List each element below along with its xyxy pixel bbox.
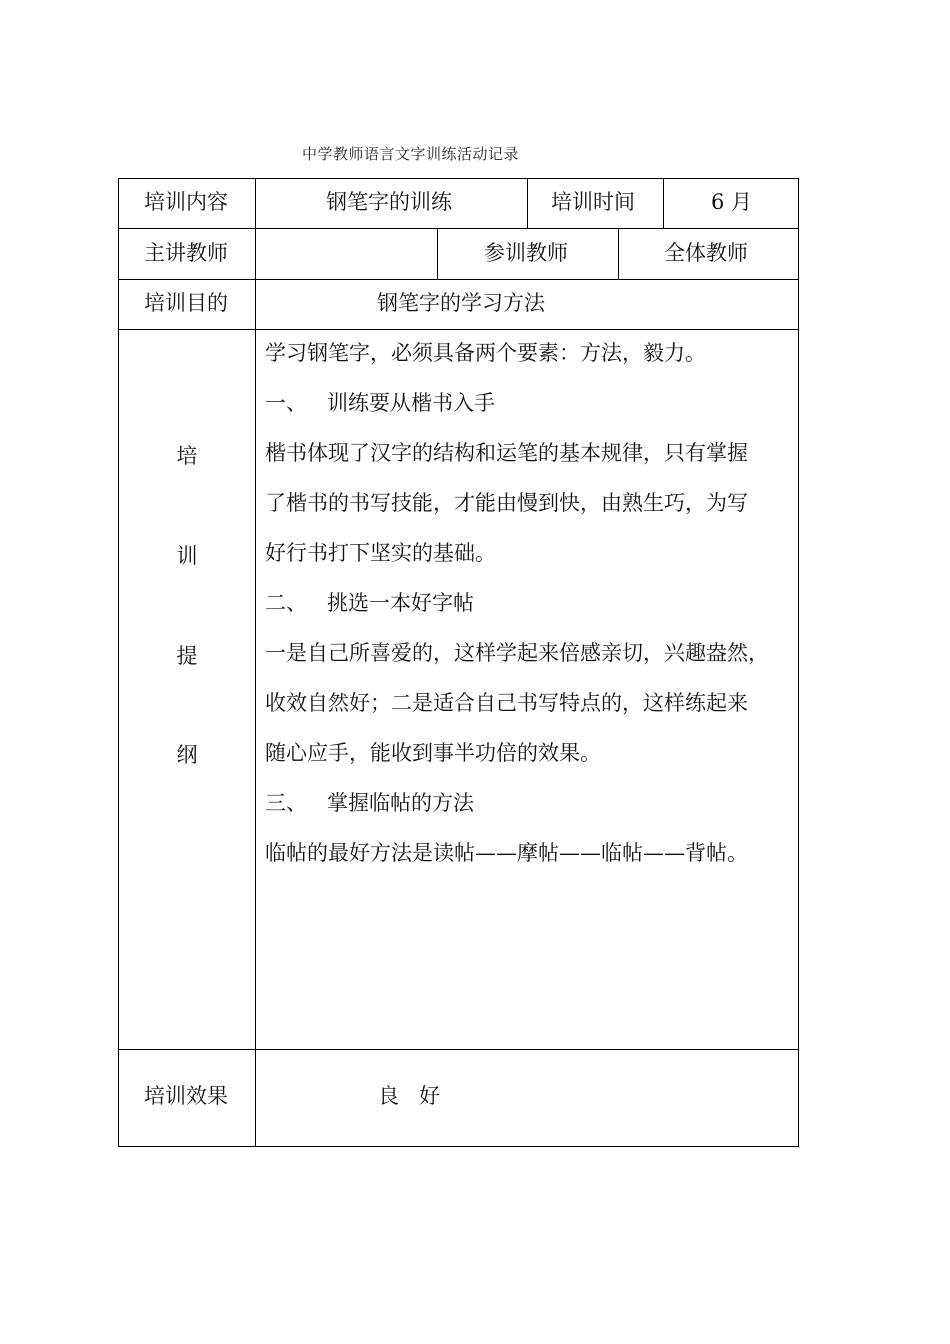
effect-value: 良 好 — [378, 1084, 441, 1108]
outline-heading: 一、 训练要从楷书入手 — [265, 391, 496, 415]
document-title: 中学教师语言文字训练活动记录 — [302, 145, 520, 163]
table-line-row2 — [118, 279, 799, 280]
outline-line: 好行书打下坚实的基础。 — [265, 541, 496, 565]
purpose-label: 培训目的 — [144, 291, 228, 315]
training-time-label: 培训时间 — [551, 190, 635, 214]
table-line-row2-a — [437, 228, 438, 280]
effect-label: 培训效果 — [144, 1084, 228, 1108]
outline-heading: 三、 掌握临帖的方法 — [265, 791, 475, 815]
table-line-row1 — [118, 228, 799, 229]
outline-label-char: 提 — [176, 644, 198, 668]
training-content-label: 培训内容 — [144, 190, 228, 214]
participants-label: 参训教师 — [484, 241, 568, 265]
table-line-row4 — [118, 1049, 799, 1050]
lecturer-label: 主讲教师 — [144, 241, 228, 265]
outline-line: 一是自己所喜爱的，这样学起来倍感亲切，兴趣盎然， — [265, 641, 769, 665]
table-line-right — [798, 178, 799, 1147]
outline-heading: 二、 挑选一本好字帖 — [265, 591, 475, 615]
table-line-left — [118, 178, 119, 1147]
outline-line: 了楷书的书写技能，才能由慢到快，由熟生巧，为写 — [265, 491, 748, 515]
table-line-row1-a — [527, 178, 528, 229]
outline-label — [172, 0, 202, 1344]
outline-label-char: 培 — [176, 444, 198, 468]
outline-content — [265, 328, 795, 878]
table-line-row1-b — [663, 178, 664, 229]
training-time-value: 6 月 — [711, 190, 753, 214]
table-line-bottom — [118, 1146, 799, 1147]
table-line-label-divider — [255, 178, 256, 1147]
training-content-value: 钢笔字的训练 — [326, 190, 452, 214]
purpose-value: 钢笔字的学习方法 — [377, 291, 545, 315]
outline-line: 楷书体现了汉字的结构和运笔的基本规律，只有掌握 — [265, 441, 748, 465]
outline-line: 随心应手，能收到事半功倍的效果。 — [265, 741, 601, 765]
outline-label-char: 纲 — [176, 743, 198, 767]
outline-label-char: 训 — [176, 544, 198, 568]
table-line-row2-b — [618, 228, 619, 280]
outline-line: 临帖的最好方法是读帖——摩帖——临帖——背帖。 — [265, 841, 748, 865]
outline-line: 学习钢笔字，必须具备两个要素：方法，毅力。 — [265, 341, 706, 365]
table-line-top — [118, 178, 799, 179]
participants-value: 全体教师 — [664, 241, 748, 265]
outline-line: 收效自然好；二是适合自己书写特点的，这样练起来 — [265, 691, 748, 715]
